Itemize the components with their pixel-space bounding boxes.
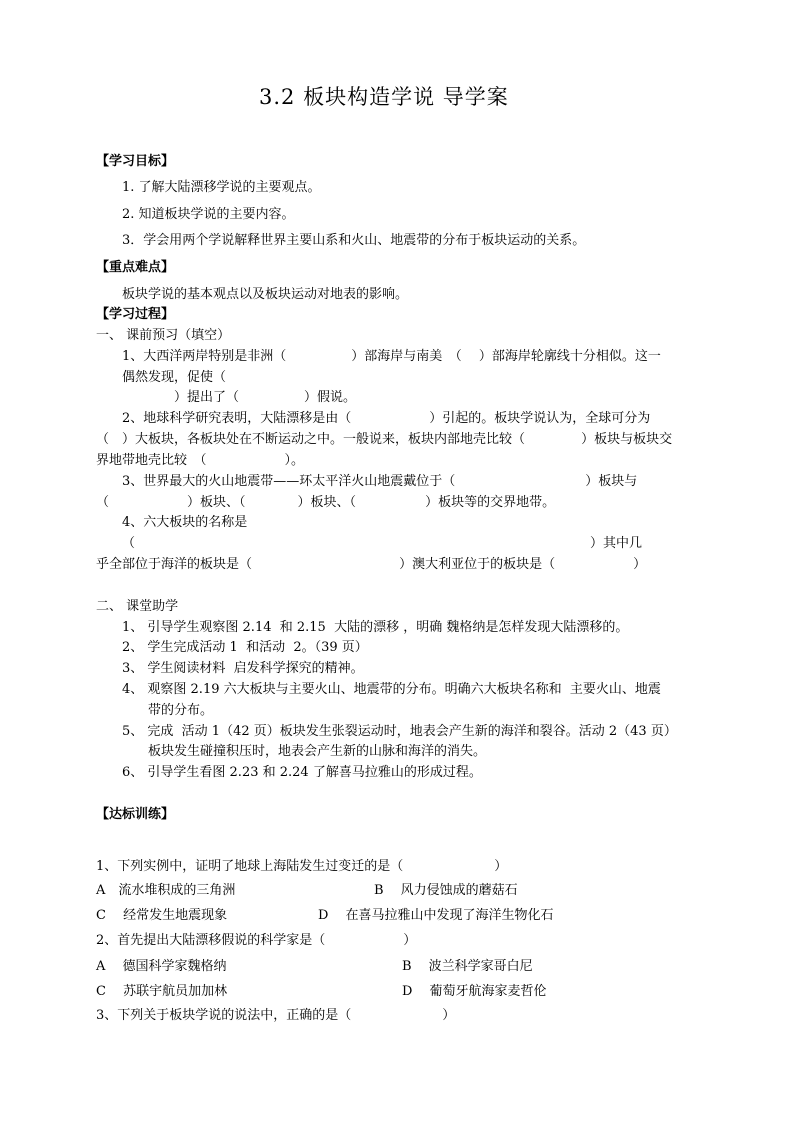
part1-line: 乎全部位于海洋的板块是（ ）澳大利亚位于的板块是（ ） (96, 557, 647, 572)
goal-item: 2. 知道板块学说的主要内容。 (122, 207, 295, 222)
part2-line: 4、 观察图 2.19 六大板块与主要火山、地震带的分布。明确六大板块名称和 主要火山、地震 (122, 682, 661, 697)
part2-line: 6、 引导学生看图 2.23 和 2.24 了解喜马拉雅山的形成过程。 (122, 765, 482, 780)
option-1c: C 经常发生地震现象 (96, 908, 228, 923)
part1-line: 偶然发现，促使（ (122, 370, 227, 385)
part1-line: ）提出了（ ）假说。 (122, 390, 357, 405)
key-text: 板块学说的基本观点以及板块运动对地表的影响。 (122, 287, 409, 302)
key-heading: 【重点难点】 (96, 260, 175, 275)
option-2a: A 德国科学家魏格纳 (96, 959, 227, 974)
option-1a: A 流水堆积成的三角洲 (96, 883, 236, 898)
part1-line: （ ）其中几 (122, 536, 643, 551)
part1-line: 4、六大板块的名称是 (122, 515, 248, 530)
training-heading: 【达标训练】 (96, 807, 175, 822)
option-2d: D 葡萄牙航海家麦哲伦 (402, 984, 547, 999)
page-title: 3.2 板块构造学说 导学案 (259, 85, 509, 109)
goal-item: 1. 了解大陆漂移学说的主要观点。 (122, 180, 321, 195)
part2-line: 1、 引导学生观察图 2.14 和 2.15 大陆的漂移 ，明确 魏格纳是怎样发现大陆漂移的。 (122, 620, 629, 635)
part2-line: 3、 学生阅读材料 启发科学探究的精神。 (122, 661, 364, 676)
part1-line: （ ）大板块，各板块处在不断运动之中。一般说来，板块内部地壳比较（ ）板块与板块交 (96, 432, 673, 447)
part1-heading: 一、 课前预习（填空） (96, 328, 231, 343)
question-1: 1、下列实例中，证明了地球上海陆发生过变迁的是（ ） (96, 859, 508, 874)
option-2c: C 苏联宇航员加加林 (96, 984, 228, 999)
part2-line: 板块发生碰撞积压时，地表会产生新的山脉和海洋的消失。 (148, 744, 487, 759)
part1-line: 3、世界最大的火山地震带——环太平洋火山地震戴位于（ ）板块与 (122, 474, 638, 489)
process-heading: 【学习过程】 (96, 307, 175, 322)
part2-line: 5、 完成 活动 1（42 页）板块发生张裂运动时，地表会产生新的海洋和裂谷。活动 2（43 页） (122, 724, 677, 739)
part1-line: 界地带地壳比较 （ ）。 (96, 453, 305, 468)
question-3: 3、下列关于板块学说的说法中，正确的是（ ） (96, 1008, 456, 1023)
goal-item: 3．学会用两个学说解释世界主要山系和火山、地震带的分布于板块运动的关系。 (122, 233, 586, 248)
option-2b: B 波兰科学家哥白尼 (402, 959, 533, 974)
part1-line: 2、地球科学研究表明，大陆漂移是由（ ）引起的。板块学说认为，全球可分为 (122, 411, 651, 426)
option-1d: D 在喜马拉雅山中发现了海洋生物化石 (318, 908, 554, 923)
part1-line: （ ）板块、（ ）板块、（ ）板块等的交界地带。 (96, 495, 556, 510)
question-2: 2、首先提出大陆漂移假说的科学家是（ ） (96, 933, 417, 948)
option-1b: B 风力侵蚀成的蘑菇石 (374, 883, 518, 898)
part2-line: 带的分布。 (148, 703, 214, 718)
part1-line: 1、大西洋两岸特别是非洲（ ）部海岸与南美 （ ）部海岸轮廓线十分相似。这一 (122, 349, 661, 364)
part2-heading: 二、 课堂助学 (96, 599, 179, 614)
part2-line: 2、 学生完成活动 1 和活动 2。（39 页） (122, 640, 368, 655)
goals-heading: 【学习目标】 (96, 154, 175, 169)
